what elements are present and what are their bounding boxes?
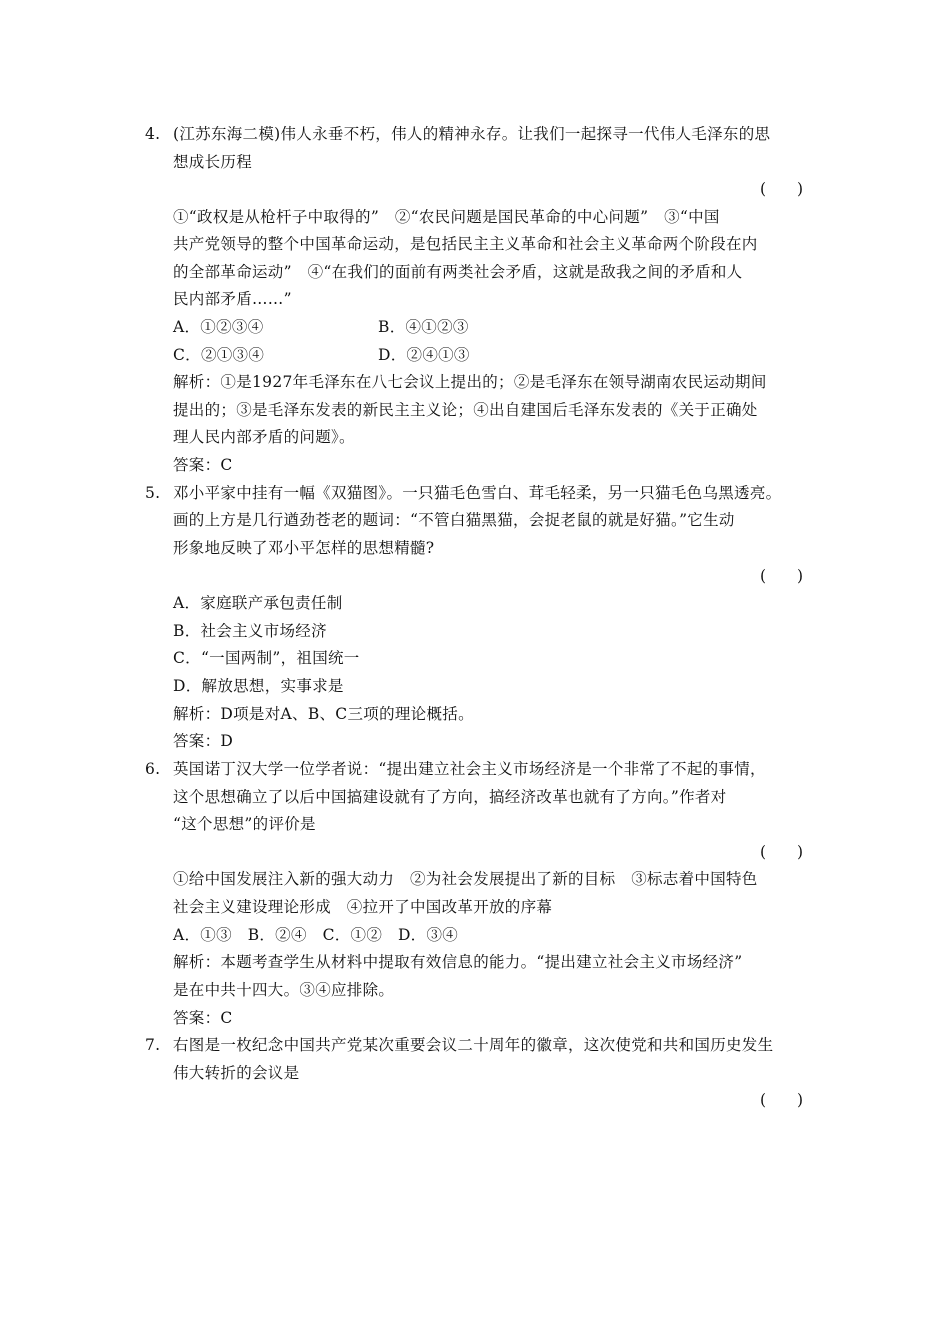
question-4-material-line-4: 民内部矛盾……” <box>173 290 292 308</box>
question-6-number: 6. <box>145 760 161 778</box>
question-6-stem-line-1: 英国诺丁汉大学一位学者说：“提出建立社会主义市场经济是一个非常了不起的事情， <box>173 760 766 778</box>
question-6-options: A．①③ B．②④ C．①② D．③④ <box>173 926 459 944</box>
question-6-material-line-2: 社会主义建设理论形成 ④拉开了中国改革开放的序幕 <box>173 898 553 916</box>
question-4-option-b: B．④①②③ <box>378 318 469 336</box>
question-5-stem-line-3: 形象地反映了邓小平怎样的思想精髓? <box>173 539 435 557</box>
question-5-option-b: B．社会主义市场经济 <box>173 622 327 640</box>
question-4-option-d: D．②④①③ <box>378 346 470 364</box>
question-6-stem-line-2: 这个思想确立了以后中国搞建设就有了方向，搞经济改革也就有了方向。”作者对 <box>173 788 727 806</box>
question-5-analysis: 解析：D项是对A、B、C三项的理论概括。 <box>173 705 474 723</box>
question-4-analysis-line-1: 解析：①是1927年毛泽东在八七会议上提出的；②是毛泽东在领导湖南农民运动期间 <box>173 373 767 391</box>
question-6-answer: 答案：C <box>173 1009 233 1027</box>
question-5-option-d: D．解放思想，实事求是 <box>173 677 344 695</box>
question-5-option-c: C．“一国两制”，祖国统一 <box>173 649 360 667</box>
question-4-analysis-line-2: 提出的；③是毛泽东发表的新民主主义论；④出自建国后毛泽东发表的《关于正确处 <box>173 401 758 419</box>
question-4-stem-line-1: (江苏东海二模)伟人永垂不朽，伟人的精神永存。让我们一起探寻一代伟人毛泽东的思 <box>173 125 771 143</box>
question-4-stem-line-2: 想成长历程 <box>173 153 253 171</box>
question-5-option-a: A．家庭联产承包责任制 <box>173 594 343 612</box>
question-6-analysis-line-1: 解析：本题考查学生从材料中提取有效信息的能力。“提出建立社会主义市场经济” <box>173 953 743 971</box>
question-4-option-a: A．①②③④ <box>173 318 264 336</box>
question-4-number: 4. <box>145 125 161 143</box>
question-4-material-line-2: 共产党领导的整个中国革命运动，是包括民主主义革命和社会主义革命两个阶段在内 <box>173 235 758 253</box>
question-4-option-c: C．②①③④ <box>173 346 265 364</box>
question-5-number: 5. <box>145 484 161 502</box>
question-7-number: 7. <box>145 1036 161 1054</box>
question-5-answer-bracket: ( ) <box>760 567 804 585</box>
question-7-answer-bracket: ( ) <box>760 1091 804 1109</box>
question-4-material-line-1: ①“政权是从枪杆子中取得的” ②“农民问题是国民革命的中心问题” ③“中国 <box>173 208 720 226</box>
question-4-answer-bracket: ( ) <box>760 180 804 198</box>
question-4-answer: 答案：C <box>173 456 233 474</box>
question-5-answer: 答案：D <box>173 732 234 750</box>
question-6-stem-line-3: “这个思想”的评价是 <box>173 815 316 833</box>
question-7-stem-line-2: 伟大转折的会议是 <box>173 1064 300 1082</box>
question-4-analysis-line-3: 理人民内部矛盾的问题》。 <box>173 428 355 446</box>
question-5-stem-line-1: 邓小平家中挂有一幅《双猫图》。一只猫毛色雪白、茸毛轻柔，另一只猫毛色乌黑透亮。 <box>173 484 782 502</box>
question-4-material-line-3: 的全部革命运动” ④“在我们的面前有两类社会矛盾，这就是敌我之间的矛盾和人 <box>173 263 743 281</box>
question-7-stem-line-1: 右图是一枚纪念中国共产党某次重要会议二十周年的徽章，这次使党和共和国历史发生 <box>173 1036 774 1054</box>
question-6-material-line-1: ①给中国发展注入新的强大动力 ②为社会发展提出了新的目标 ③标志着中国特色 <box>173 870 758 888</box>
question-5-stem-line-2: 画的上方是几行遒劲苍老的题词：“不管白猫黑猫，会捉老鼠的就是好猫。”它生动 <box>173 511 735 529</box>
question-6-answer-bracket: ( ) <box>760 843 804 861</box>
question-6-analysis-line-2: 是在中共十四大。③④应排除。 <box>173 981 395 999</box>
